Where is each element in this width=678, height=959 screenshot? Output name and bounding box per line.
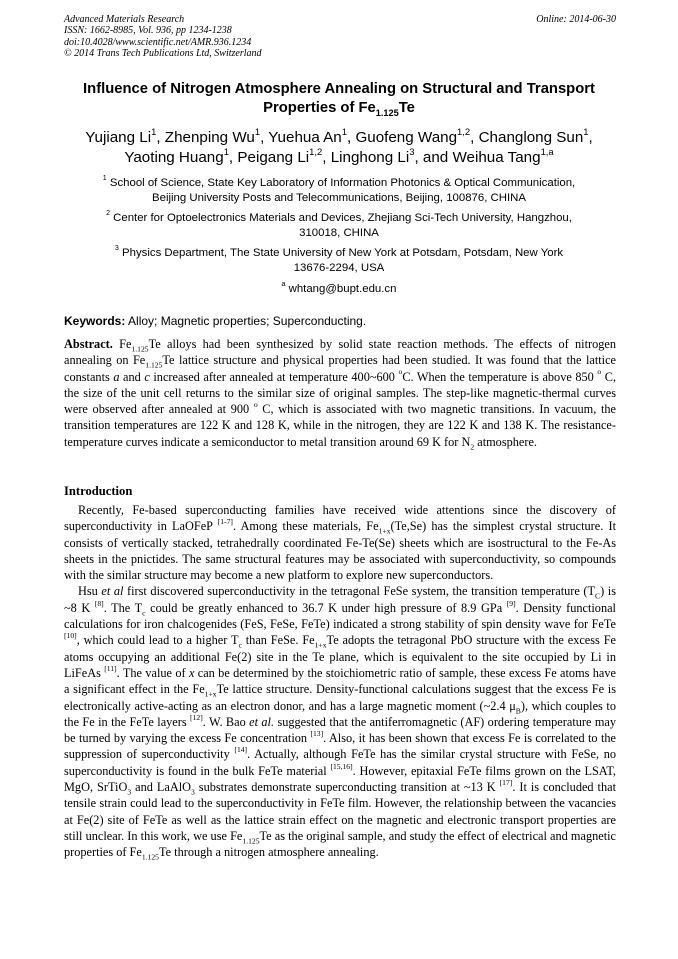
section-heading-introduction: Introduction: [64, 484, 133, 498]
title-line-1: Influence of Nitrogen Atmosphere Annealing on Structural and Transport: [83, 81, 595, 97]
email-address: whtang@bupt.edu.cn: [288, 283, 397, 295]
author: Yaoting Huang$^1$,: [124, 145, 238, 166]
abstract-label: Abstract.: [64, 337, 113, 351]
author: Guofeng Wang$^{1,2}$,: [355, 125, 479, 146]
title-subscript: 1.125: [375, 107, 399, 118]
author: Linghong Li$^3$, and: [330, 145, 453, 166]
intro-paragraph-1: Recently, Fe-based superconducting families have received wide attentions since the discovery of superconductivity in LaOFeP [1-7]. Among these materials, $Fe_{1+x}(Te,Se)$ has the simplest crystal structure. It consists of vertically stacked, tetrahedrally coordinated Fe-Te(Se) sheets which are isostructural to the Fe-As sheets in the pnictides. The same structural features may be associated with superconductivity, so compounds with the similar structure may become a new platform to explore new superconductors.: [64, 503, 616, 583]
corresponding-email: $^a$ whtang@bupt.edu.cn: [281, 281, 397, 295]
journal-header: [64, 14, 616, 60]
affiliation-2: $^2$ Center for Optoelectronics Materials and Devices, Zhejiang Sci-Tech University, Hangzhou, 310018, CHINA: [106, 210, 572, 239]
author: Yujiang Li$^1$,: [85, 125, 165, 146]
journal-issn: ISSN: 1662-8985, Vol. 936, pp 1234-1238: [64, 25, 232, 37]
title-text: Properties of Fe: [263, 100, 376, 116]
journal-copyright: © 2014 Trans Tech Publications Ltd, Switzerland: [64, 48, 262, 60]
intro-paragraph-2: Hsu et al first discovered superconductivity in the tetragonal FeSe system, the transition temperature $(T_C)$ is ~8 K [8]. The $T_c$ could be greatly enhanced to 36.7 K under high pressure of 8.9 GPa [9]. Density functional calculations for iron chalcogenides (FeS, FeSe, FeTe) indicated a strong stability of spin density wave for FeTe [10], which could lead to a higher $T_c$ than FeSe. $Fe_{1+x}Te$ adopts the tetragonal PbO structure with the excess Fe atoms occupying an additional Fe(2) site in the Te plane, which is equivalent to the site occupied by Li in LiFeAs [11]. The value of x can be determined by the stoichiometric ratio of sample, these excess Fe atoms have a significant effect in the $Fe_{1+x}Te$ lattice structure. Density-functional calculations suggest that the excess Fe is electronically active-acting as an electron donor, and has a large magnetic moment (~2.4 $\mu_B$), which couples to the Fe in the FeTe layers [12]. W. Bao et al. suggested that the antiferromagnetic (AF) ordering temperature may be turned by varying the excess Fe concentration [13]. Also, it has been shown that excess Fe is correlated to the suppression of superconductivity [14]. Actually, although FeTe has the similar crystal structure with FeSe, no superconductivity is found in the bulk FeTe material [15,16]. However, epitaxial FeTe films grown on the LSAT, MgO, SrTiO$_3$ and LaAlO$_3$ substrates demonstrate superconducting transition at ~13 K [17]. It is concluded that tensile strain could lead to the superconductivity in FeTe film. However, the relationship between the vacancies at Fe(2) site of FeTe as well as the lattice strain effect on the magnetic and electronic transport properties are still unclear. In this work, we use $Fe_{1.125}Te$ as the original sample, and study the effect of electrical and magnetic properties of $Fe_{1.125}Te$ through a nitrogen atmosphere annealing.: [64, 584, 617, 862]
author: Zhenping Wu$^1$,: [164, 125, 269, 146]
author: Peigang Li$^{1,2}$,: [237, 145, 331, 166]
title-text: Te: [398, 100, 415, 116]
keywords: [64, 314, 616, 329]
author: Weihua Tang$^{1,a}$: [452, 145, 554, 166]
journal-doi: doi:10.4028/www.scientific.net/AMR.936.1234: [64, 36, 252, 48]
affiliation-1: $^1$ School of Science, State Key Laboratory of Information Photonics & Optical Communication, Beijing University Posts and Telecommunications, Beijing, 100876, CHINA: [102, 175, 576, 204]
introduction-body: [64, 502, 616, 861]
keywords-label: Keywords:: [64, 314, 126, 328]
affiliation-3: $^3$ Physics Department, The State University of New York at Potsdam, Potsdam, New York 13676-2294, USA: [114, 245, 564, 274]
keywords-text: Alloy; Magnetic properties; Superconducting.: [128, 314, 367, 328]
journal-name: Advanced Materials Research: [64, 14, 185, 25]
online-date: Online: 2014-06-30: [536, 14, 616, 25]
title-line-2: [50, 99, 628, 118]
author: Changlong Sun$^1$,: [478, 125, 593, 146]
author-list: [48, 125, 630, 168]
author: Yuehua An$^1$,: [268, 125, 356, 146]
abstract: Abstract. $Fe_{1.125}Te$ alloys had been synthesized by solid state reaction methods. The effects of nitrogen annealing on $Fe_{1.125}Te$ lattice structure and physical properties had been studied. It was found that the lattice constants a and c increased after annealed at temperature 400~600 $^o$C. When the temperature is above 850 $^o$ C, the size of the unit cell returns to the similar size of original samples. The step-like magnetic-thermal curves were observed after annealed at 900 $^o$ C, which is associated with two magnetic transitions. In vacuum, the transition temperatures are 122 K and 128 K, while in the nitrogen, they are 122 K and 138 K. The resistance-temperature curves indicate a semiconductor to metal transition around 69 K for $N_2$ atmosphere.: [64, 337, 617, 452]
paper-title: [50, 80, 628, 118]
